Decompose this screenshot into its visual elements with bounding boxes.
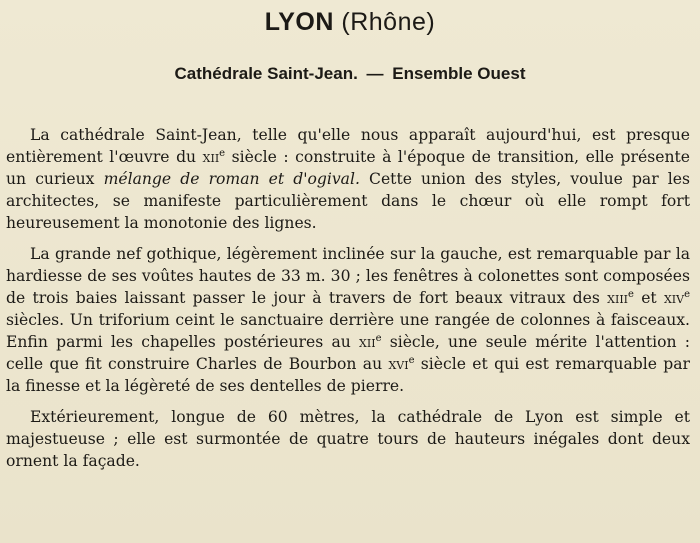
paragraph-1 xyxy=(6,124,690,234)
century-numeral: xii xyxy=(359,333,376,351)
p1-text-b: siècle : construite à l'époque de transition, elle présente un curieux xyxy=(6,148,690,188)
century-suffix: e xyxy=(684,288,690,300)
page-title xyxy=(0,6,700,38)
p1-text-c: Cette union des styles, voulue par les architectes, se manifeste particulièrement dans le chœur où elle rompt fort heureusement la monotonie des lignes. xyxy=(6,170,690,232)
subtitle-place: Cathédrale Saint-Jean. xyxy=(174,64,358,83)
city-name: LYON xyxy=(264,8,334,36)
p2-text-d: siècle, une seule mérite l'attention : celle que fit construire Charles de Bourbon au xyxy=(6,333,691,373)
p2-text-b: et xyxy=(633,289,664,307)
p1-text-a: La cathédrale Saint-Jean, telle qu'elle nous apparaît aujourd'hui, est presque entièrement l'œuvre du xyxy=(6,126,690,166)
century-suffix: e xyxy=(219,147,226,159)
century-numeral: xii xyxy=(202,148,220,166)
paragraph-2 xyxy=(6,243,690,397)
subtitle xyxy=(0,62,700,86)
paragraph-3 xyxy=(6,406,690,472)
p2-text-e: siècle et qui est remarquable par la finesse et la légèreté de ses dentelles de pierre. xyxy=(6,355,690,395)
subtitle-separator: — xyxy=(366,64,384,83)
century-suffix: e xyxy=(375,332,382,344)
article-body xyxy=(6,124,690,481)
century-suffix: e xyxy=(628,288,634,300)
subtitle-view: Ensemble Ouest xyxy=(392,64,526,83)
p1-italic-phrase: mélange de roman et d'ogival. xyxy=(103,170,360,188)
p2-text-a: La grande nef gothique, légèrement inclinée sur la gauche, est remarquable par la hardiesse de ses voûtes hautes de 33 m. 30 ; les fenêtres à colonettes sont composées de trois baies laissant passer le jour à travers de fort beaux vitraux des xyxy=(6,245,690,307)
century-suffix: e xyxy=(408,354,415,366)
p3-text: Extérieurement, longue de 60 mètres, la cathédrale de Lyon est simple et majestueuse ; elle est surmontée de quatre tours de hauteurs inégales dont deux ornent la façade. xyxy=(6,408,690,470)
century-numeral: xvi xyxy=(388,355,409,373)
century-numeral: xiii xyxy=(607,289,629,307)
region-name: (Rhône) xyxy=(341,8,436,36)
century-numeral: xiv xyxy=(663,289,685,307)
p2-text-c: siècles. Un triforium ceint le sanctuaire derrière une rangée de colonnes à faisceaux. Enfin parmi les chapelles postérieures au xyxy=(6,311,690,351)
